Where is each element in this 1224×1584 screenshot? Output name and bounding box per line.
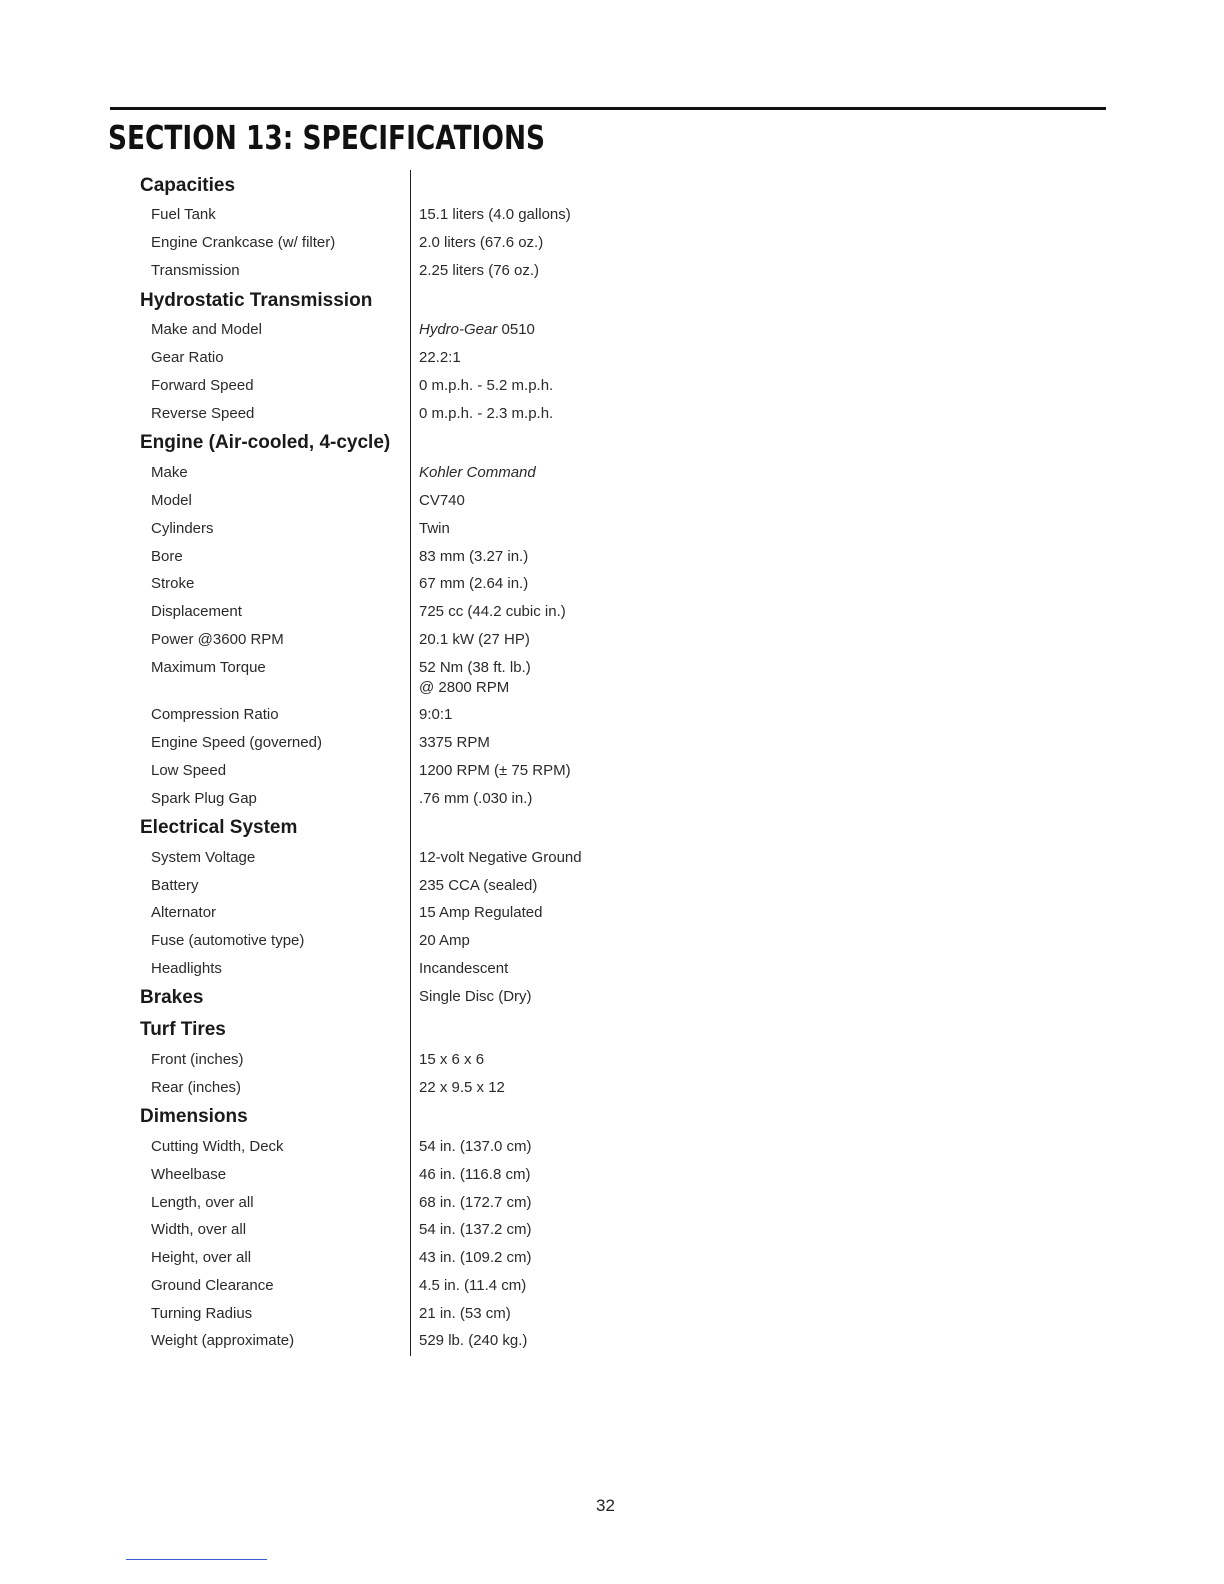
spec-value-battery: 235 CCA (sealed) (419, 877, 538, 894)
section-heading-hydrostatic: Hydrostatic Transmission (140, 290, 373, 311)
spec-label-reverse-speed: Reverse Speed (151, 405, 255, 422)
spec-value-wheelbase: 46 in. (116.8 cm) (419, 1166, 531, 1183)
spec-value-alternator: 15 Amp Regulated (419, 904, 543, 921)
spec-label-fuel-tank: Fuel Tank (151, 206, 216, 223)
spec-value-weight: 529 lb. (240 kg.) (419, 1332, 528, 1349)
spec-value-front-tire: 15 x 6 x 6 (419, 1051, 485, 1068)
page-number: 32 (596, 1496, 615, 1515)
spec-value-height: 43 in. (109.2 cm) (419, 1249, 532, 1266)
brand-name: Hydro-Gear (419, 321, 498, 338)
spec-value-length: 68 in. (172.7 cm) (419, 1194, 532, 1211)
model-number: 0510 (497, 321, 535, 338)
spec-value-bore: 83 mm (3.27 in.) (419, 548, 529, 565)
spec-label-engine-model: Model (151, 492, 192, 509)
spec-label-length: Length, over all (151, 1194, 254, 1211)
section-heading-dimensions: Dimensions (140, 1106, 248, 1127)
spec-label-width: Width, over all (151, 1221, 247, 1238)
page-title: SECTION 13: SPECIFICATIONS (108, 118, 546, 157)
spec-value-stroke: 67 mm (2.64 in.) (419, 575, 529, 592)
spec-label-engine-speed: Engine Speed (governed) (151, 734, 322, 751)
spec-label-alternator: Alternator (151, 904, 217, 921)
spec-value-rear-tire: 22 x 9.5 x 12 (419, 1079, 505, 1096)
spec-value-make-model (419, 320, 535, 340)
spec-label-max-torque: Maximum Torque (151, 659, 266, 676)
spec-label-spark-gap: Spark Plug Gap (151, 790, 257, 807)
spec-value-ground-clearance: 4.5 in. (11.4 cm) (419, 1277, 527, 1294)
spec-label-bore: Bore (151, 548, 183, 565)
spec-label-weight: Weight (approximate) (151, 1332, 295, 1349)
spec-value-compression: 9:0:1 (419, 706, 453, 723)
spec-value-voltage: 12-volt Negative Ground (419, 849, 582, 866)
spec-value-width: 54 in. (137.2 cm) (419, 1221, 532, 1238)
spec-label-forward-speed: Forward Speed (151, 377, 254, 394)
spec-label-headlights: Headlights (151, 960, 222, 977)
spec-value-crankcase: 2.0 liters (67.6 oz.) (419, 234, 544, 251)
footnote-rule (126, 1559, 267, 1560)
spec-value-gear-ratio: 22.2:1 (419, 349, 461, 366)
spec-value-power: 20.1 kW (27 HP) (419, 631, 530, 648)
spec-value-low-speed: 1200 RPM (± 75 RPM) (419, 762, 571, 779)
spec-label-compression: Compression Ratio (151, 706, 279, 723)
spec-label-engine-make: Make (151, 464, 188, 481)
spec-label-battery: Battery (151, 877, 199, 894)
spec-label-crankcase: Engine Crankcase (w/ filter) (151, 234, 336, 251)
spec-value-engine-make: Kohler Command (419, 464, 536, 481)
spec-value-cylinders: Twin (419, 520, 450, 537)
section-heading-tires: Turf Tires (140, 1019, 226, 1040)
spec-label-height: Height, over all (151, 1249, 252, 1266)
spec-value-fuse: 20 Amp (419, 932, 470, 949)
spec-value-forward-speed: 0 m.p.h. - 5.2 m.p.h. (419, 377, 554, 394)
section-heading-engine: Engine (Air-cooled, 4-cycle) (140, 432, 391, 453)
spec-label-make-model: Make and Model (151, 321, 262, 338)
spec-label-transmission: Transmission (151, 262, 240, 279)
section-heading-capacities: Capacities (140, 175, 236, 196)
spec-value-max-torque: 52 Nm (38 ft. lb.) (419, 659, 531, 676)
spec-label-ground-clearance: Ground Clearance (151, 1277, 274, 1294)
spec-value-transmission: 2.25 liters (76 oz.) (419, 262, 540, 279)
spec-value-engine-model: CV740 (419, 492, 465, 509)
spec-value-cutting-width: 54 in. (137.0 cm) (419, 1138, 532, 1155)
spec-label-wheelbase: Wheelbase (151, 1166, 227, 1183)
spec-label-displacement: Displacement (151, 603, 242, 620)
spec-label-low-speed: Low Speed (151, 762, 227, 779)
spec-label-front-tire: Front (inches) (151, 1051, 244, 1068)
spec-value-reverse-speed: 0 m.p.h. - 2.3 m.p.h. (419, 405, 554, 422)
spec-value-turning-radius: 21 in. (53 cm) (419, 1305, 511, 1322)
spec-label-stroke: Stroke (151, 575, 195, 592)
spec-label-fuse: Fuse (automotive type) (151, 932, 305, 949)
spec-value-engine-speed: 3375 RPM (419, 734, 490, 751)
spec-value-fuel-tank: 15.1 liters (4.0 gallons) (419, 206, 571, 223)
spec-label-power: Power @3600 RPM (151, 631, 284, 648)
section-heading-brakes: Brakes (140, 987, 204, 1008)
spec-label-rear-tire: Rear (inches) (151, 1079, 242, 1096)
spec-value-headlights: Incandescent (419, 960, 509, 977)
spec-value-max-torque-rpm: @ 2800 RPM (419, 679, 510, 696)
spec-label-cutting-width: Cutting Width, Deck (151, 1138, 284, 1155)
section-heading-electrical: Electrical System (140, 817, 298, 838)
spec-value-spark-gap: .76 mm (.030 in.) (419, 790, 533, 807)
spec-label-cylinders: Cylinders (151, 520, 214, 537)
spec-label-turning-radius: Turning Radius (151, 1305, 253, 1322)
spec-value-brakes: Single Disc (Dry) (419, 988, 532, 1005)
spec-label-gear-ratio: Gear Ratio (151, 349, 224, 366)
spec-label-voltage: System Voltage (151, 849, 256, 866)
spec-value-displacement: 725 cc (44.2 cubic in.) (419, 603, 566, 620)
